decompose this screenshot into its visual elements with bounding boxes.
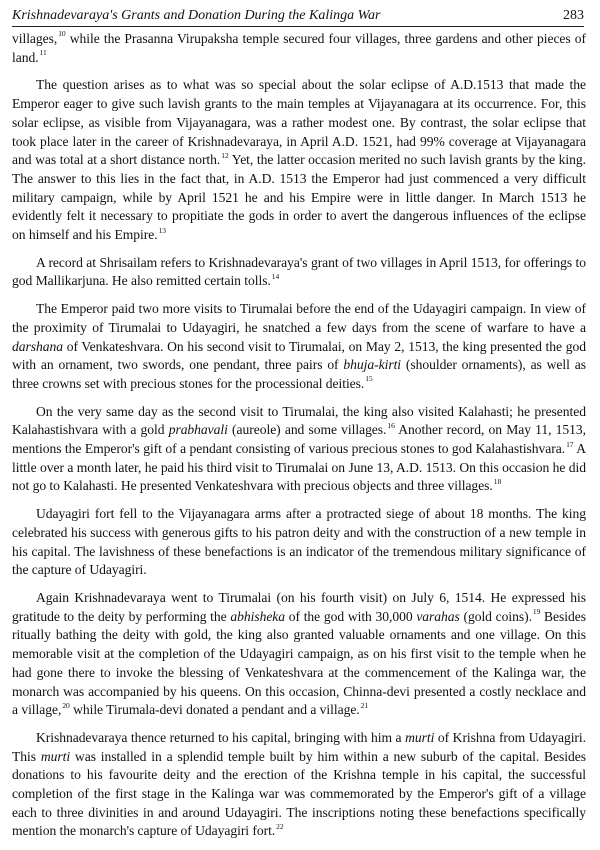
italic-term: bhuja-kirti: [343, 357, 402, 373]
footnote-ref: 15: [365, 374, 373, 384]
text-run: was installed in a splendid temple built by him within a new suburb of the capital. Besides donations to his favourite deity and the erection of the Krishna temple in his capital, the successful completion of the first stage in the Kalinga war was commemorated by the Emperor's gift of a village each to three divinities in and around Udayagiri. The inscriptions noting these benefactions specifically mention the monarch's capture of Udayagiri fort.: [12, 748, 586, 839]
footnote-ref: 18: [493, 476, 502, 486]
text-run: while the Prasanna Virupaksha temple secured four villages, three gardens and other pieces of land.: [12, 31, 586, 65]
footnote-ref: 14: [271, 271, 280, 281]
page-number: 283: [563, 8, 584, 23]
footnote-ref: 10: [58, 29, 66, 39]
page-body: [12, 30, 586, 850]
paragraph: [12, 30, 586, 67]
text-run: Another record, on May 11, 1513, mentions the Emperor's gift of a pendant consisting of various precious stones to god Kalahastishvara.: [12, 422, 586, 457]
footnote-ref: 21: [360, 700, 369, 710]
italic-term: abhisheka: [230, 608, 286, 624]
text-run: of Venkateshvara. On his second visit to Tirumalai, on May 2, 1513, the king presented the god with an ornament, two swords, one pendant, three pairs of: [12, 338, 586, 373]
italic-term: darshana: [12, 338, 63, 354]
paragraph: [12, 729, 586, 841]
footnote-ref: 16: [387, 420, 395, 430]
paragraph: [12, 589, 586, 720]
text-run: A record at Shrisailam refers to Krishnadevaraya's grant of two villages in April 1513, for offerings to god Mallikarjuna. He also remitted certain tolls.: [12, 254, 586, 289]
footnote-ref: 20: [62, 700, 70, 710]
footnote-ref: 13: [158, 225, 166, 235]
text-run: Again Krishnadevaraya went to Tirumalai (on his fourth visit) on July 6, 1514. He expressed his gratitude to the deity by performing the: [12, 589, 586, 624]
text-run: Yet, the latter occasion merited no such lavish grants by the king. The answer to this lies in the fact that, in A.D. 1513 the Emperor had just commenced a very difficult military campaign, while by April 1521 he and his Empire were in little danger. In March 1513 he evidently felt it necessary to propitiate the gods in order to avert the dangerous influences of the eclipse on himself and his Empire.: [12, 152, 586, 243]
text-run: The question arises as to what was so special about the solar eclipse of A.D.1513 that made the Emperor eager to give such lavish grants to the main temples at Vijayanagara at its occurrence. For, this solar eclipse, as visible from Vijayanagara, was a rather modest one. By contrast, the solar eclipse that took place later in the career of Krishnadevaraya, in April A.D. 1521, had 99% coverage at Vijayanagara and was total at a short distance north.: [12, 77, 586, 168]
running-title: Krishnadevaraya's Grants and Donation During the Kalinga War: [12, 8, 381, 23]
text-run: of Krishna from Udayagiri. This: [12, 729, 586, 764]
footnote-ref: 12: [221, 150, 229, 160]
text-run: (aureole) and some villages.: [227, 422, 387, 438]
italic-term: prabhavali: [168, 422, 228, 438]
paragraph: [12, 76, 586, 244]
text-run: (gold coins).: [459, 608, 532, 624]
paragraph: [12, 254, 586, 291]
footnote-ref: 17: [566, 439, 574, 449]
text-run: villages,: [12, 31, 58, 46]
footnote-ref: 19: [532, 607, 541, 617]
text-run: of the god with 30,000: [285, 608, 417, 624]
text-run: Udayagiri fort fell to the Vijayanagara arms after a protracted siege of about 18 months. The king celebrated his success with generous gifts to his patron deity and with the construction of a new temple in his capital. The lavishness of these benefactions is an indicator of the tremendous military significance of the capture of Udayagiri.: [12, 506, 586, 578]
text-run: The Emperor paid two more visits to Tirumalai before the end of the Udayagiri campaign. In view of the proximity of Tirumalai to Udayagiri, he snatched a few days from the scene of warfare to have a: [12, 301, 586, 335]
footnote-ref: 11: [39, 48, 47, 58]
text-run: (shoulder ornaments), as well as three crowns set with precious stones for the processional deities.: [12, 357, 586, 391]
text-run: Krishnadevaraya thence returned to his capital, bringing with him a: [36, 729, 406, 745]
paragraph: [12, 403, 586, 497]
italic-term: murti: [40, 748, 71, 764]
text-run: On the very same day as the second visit to Tirumalai, the king also visited Kalahasti; he presented Kalahastishvara with a gold: [12, 403, 586, 438]
italic-term: murti: [405, 729, 435, 745]
italic-term: varahas: [416, 608, 460, 624]
text-run: A little over a month later, he paid his third visit to Tirumalai on June 13, A.D. 1513. On this occasion he did not go to Kalahasti. He presented Venkateshvara with precious objects and three villages.: [12, 441, 586, 494]
text-run: while Tirumala-devi donated a pendant and a village.: [69, 702, 360, 718]
paragraph: [12, 505, 586, 580]
paragraph: [12, 300, 586, 394]
footnote-ref: 22: [276, 821, 284, 831]
text-run: Besides ritually bathing the deity with gold, the king also granted valuable ornaments and one village. On this memorable visit at the completion of the Udayagiri campaign, as on his first visit to the temple when he had gone there to invoke the blessing of Venkateshvara at the commencement of the Kalinga war, the monarch was accompanied by his queens. On this occasion, Chinna-devi presented a costly necklace and a village,: [12, 608, 586, 718]
running-header: [12, 4, 584, 27]
